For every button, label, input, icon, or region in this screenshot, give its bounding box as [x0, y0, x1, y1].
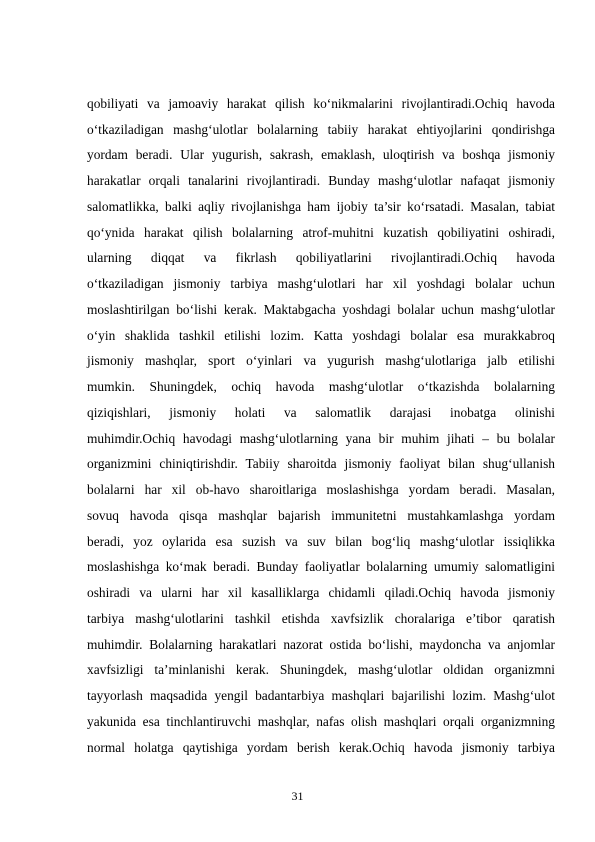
text-line: xavfsizligi ta’minlanishi kerak. Shuningdek, mashg‘ulotlar oldidan organizmni — [87, 662, 555, 677]
text-line: moslashtirilgan bo‘lishi kerak. Maktabgacha yoshdagi bolalar uchun mashg‘ulotlar — [87, 302, 555, 317]
text-line: muhimdir.Ochiq havodagi mashg‘ulotlarning yana bir muhim jihati – bu bolalar — [87, 431, 555, 446]
text-line: moslashishga ko‘mak beradi. Bunday faoliyatlar bolalarning umumiy salomatligini — [87, 559, 555, 574]
text-line: harakatlar orqali tanalarini rivojlantiradi. Bunday mashg‘ulotlar nafaqat jismoniy — [87, 173, 555, 188]
text-line: bolalarni har xil ob-havo sharoitlariga moslashishga yordam beradi. Masalan, — [87, 482, 555, 497]
text-line: yordam beradi. Ular yugurish, sakrash, emaklash, uloqtirish va boshqa jismoniy — [87, 147, 555, 162]
text-line: yakunida esa tinchlantiruvchi mashqlar, nafas olish mashqlari orqali organizmning — [87, 714, 555, 729]
text-line: qiziqishlari, jismoniy holati va salomatlik darajasi inobatga olinishi — [87, 405, 555, 420]
text-line: oshiradi va ularni har xil kasalliklarga chidamli qiladi.Ochiq havoda jismoniy — [87, 585, 555, 600]
text-line: organizmini chiniqtirishdir. Tabiiy sharoitda jismoniy faoliyat bilan shug‘ullanish — [87, 456, 555, 471]
text-line: ularning diqqat va fikrlash qobiliyatlarini rivojlantiradi.Ochiq havoda — [87, 250, 555, 265]
text-line: normal holatga qaytishiga yordam berish kerak.Ochiq havoda jismoniy tarbiya — [87, 740, 555, 755]
text-line: qobiliyati va jamoaviy harakat qilish ko‘nikmalarini rivojlantiradi.Ochiq havoda — [87, 96, 555, 111]
text-line: qo‘ynida harakat qilish bolalarning atrof-muhitni kuzatish qobiliyatini oshiradi, — [87, 225, 555, 240]
text-line: tayyorlash maqsadida yengil badantarbiya mashqlari bajarilishi lozim. Mashg‘ulot — [87, 688, 555, 703]
text-line: jismoniy mashqlar, sport o‘yinlari va yugurish mashg‘ulotlariga jalb etilishi — [87, 353, 555, 368]
page-number: 31 — [291, 789, 304, 803]
text-line: beradi, yoz oylarida esa suzish va suv bilan bog‘liq mashg‘ulotlar issiqlikka — [87, 534, 555, 549]
text-line: muhimdir. Bolalarning harakatlari nazorat ostida bo‘lishi, maydoncha va anjomlar — [87, 637, 555, 652]
text-line: tarbiya mashg‘ulotlarini tashkil etishda xavfsizlik choralariga e’tibor qaratish — [87, 611, 555, 626]
text-line: salomatlikka, balki aqliy rivojlanishga ham ijobiy ta’sir ko‘rsatadi. Masalan, tabiat — [87, 199, 555, 214]
text-line: mumkin. Shuningdek, ochiq havoda mashg‘ulotlar o‘tkazishda bolalarning — [87, 379, 555, 394]
text-line: o‘tkaziladigan jismoniy tarbiya mashg‘ulotlari har xil yoshdagi bolalar uchun — [87, 276, 555, 291]
text-line: o‘tkaziladigan mashg‘ulotlar bolalarning tabiiy harakat ehtiyojlarini qondirishga — [87, 122, 555, 137]
text-line: o‘yin shaklida tashkil etilishi lozim. Katta yoshdagi bolalar esa murakkabroq — [87, 328, 555, 343]
text-line: sovuq havoda qisqa mashqlar bajarish immunitetni mustahkamlashga yordam — [87, 508, 555, 523]
